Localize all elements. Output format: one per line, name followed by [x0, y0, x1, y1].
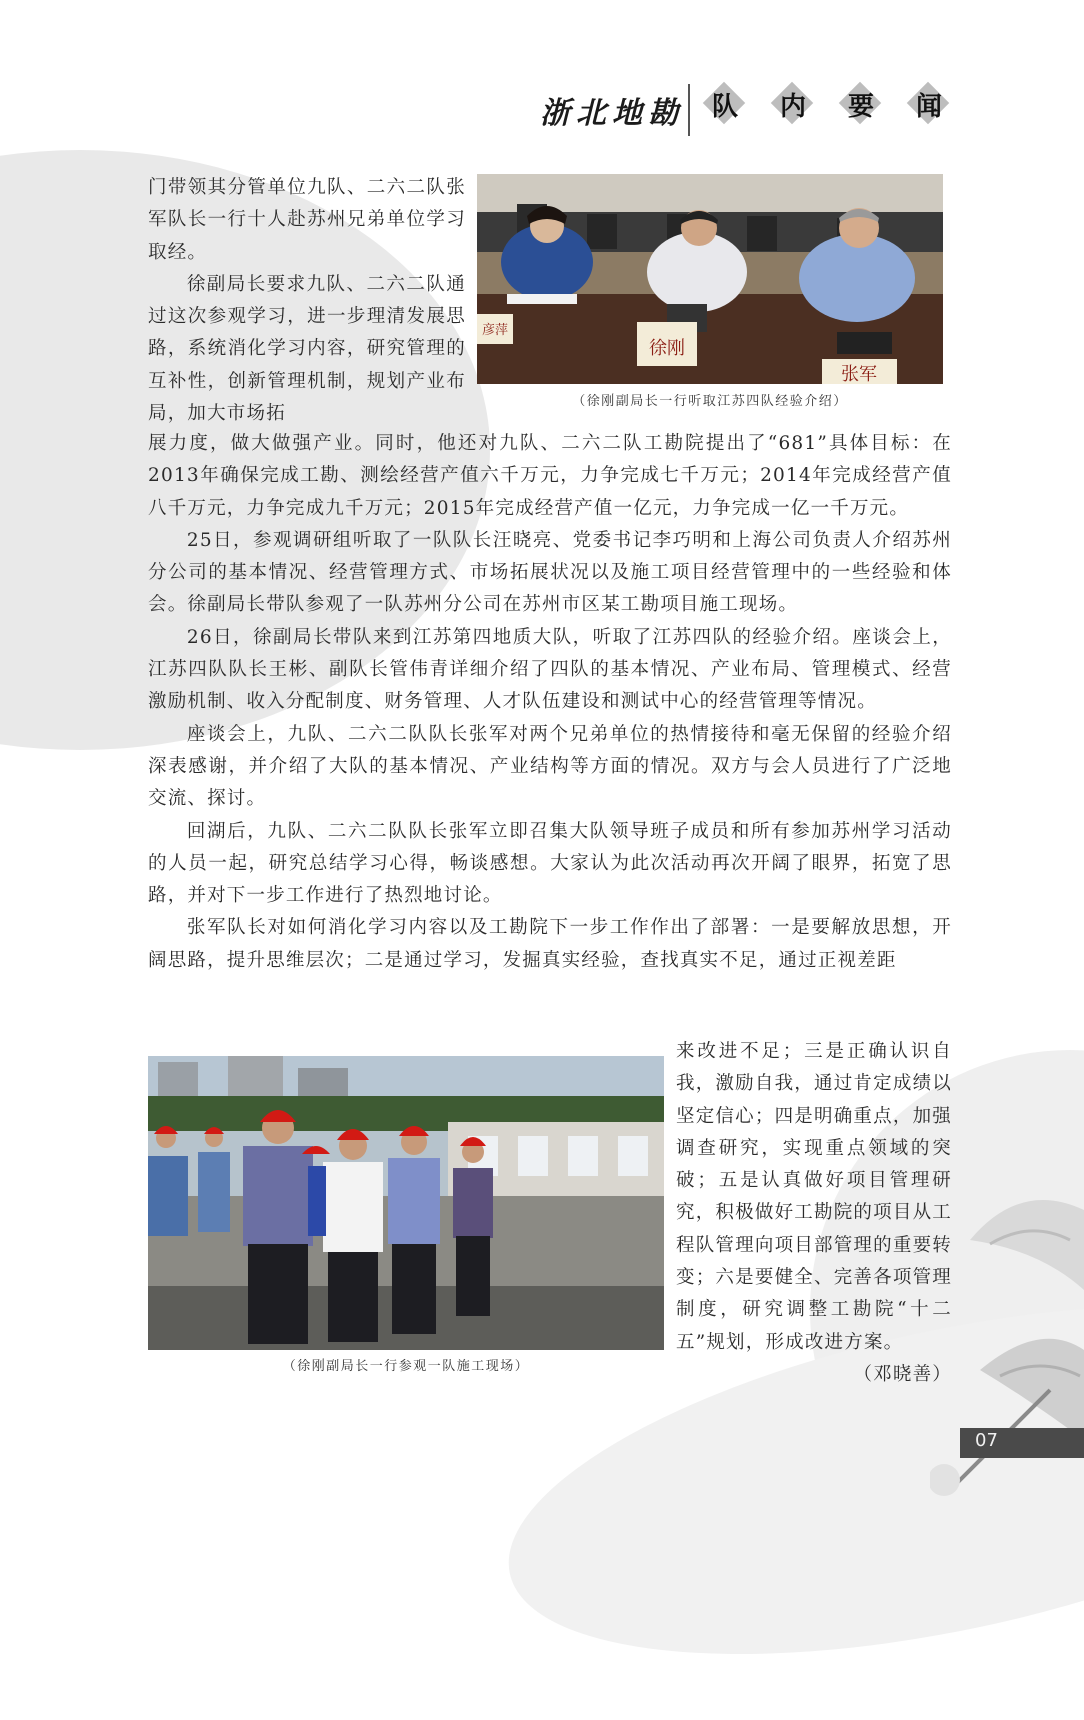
paragraph: 25日，参观调研组听取了一队队长汪晓亮、党委书记李巧明和上海公司负责人介绍苏州分公司的基本情况、经营管理方式、市场拓展状况以及施工项目经营管理中的一些经验和体会。徐副局长带队参观了一队苏州分公司在苏州市区某工勘项目施工现场。	[148, 529, 952, 616]
photo1-caption: （徐刚副局长一行听取江苏四队经验介绍）	[572, 394, 848, 409]
paragraph: 徐副局长要求九队、二六二队通过这次参观学习，进一步理清发展思路，系统消化学习内容，研究管理的互补性，创新管理机制，规划产业布局，加大市场拓	[148, 273, 466, 425]
page-number: 07	[975, 1430, 998, 1451]
paragraph: 回湖后，九队、二六二队队长张军立即召集大队领导班子成员和所有参加苏州学习活动的人员一起，研究总结学习心得，畅谈感想。大家认为此次活动再次开阔了眼界，拓宽了思路，并对下一步工作进行了热烈地讨论。	[148, 820, 952, 907]
nameplate-xugang: 徐刚	[649, 338, 685, 359]
brand-title: 浙北地勘	[540, 96, 684, 131]
paragraph: 26日，徐副局长带队来到江苏第四地质大队，听取了江苏四队的经验介绍。座谈会上，江苏四队队长王彬、副队长管伟青详细介绍了四队的基本情况、产业布局、管理模式、经营激励机制、收入分配制度、财务管理、人才队伍建设和测试中心的经营管理等情况。	[148, 626, 952, 713]
header-divider	[688, 84, 690, 136]
site-visit-photo	[148, 1056, 664, 1350]
right-column-text	[676, 1036, 952, 1391]
page-header	[540, 78, 1020, 140]
photo2-caption: （徐刚副局长一行参观一队施工现场）	[282, 1359, 530, 1374]
section-title	[705, 84, 949, 124]
paragraph: 座谈会上，九队、二六二队队长张军对两个兄弟单位的热情接待和毫无保留的经验介绍深表感谢，并介绍了大队的基本情况、产业结构等方面的情况。双方与会人员进行了广泛地交流、探讨。	[148, 723, 952, 810]
left-column-text	[148, 172, 466, 430]
paragraph: 门带领其分管单位九队、二六二队张军队长一行十人赴苏州兄弟单位学习取经。	[148, 177, 466, 263]
author-signature: （邓晓善）	[853, 1363, 952, 1385]
nameplate-left: 彦萍	[481, 323, 509, 338]
nameplate-zhangjun: 张军	[841, 364, 877, 384]
section-char-2: 内	[773, 84, 813, 124]
paragraph: 展力度，做大做强产业。同时，他还对九队、二六二队工勘院提出了“681”具体目标：在2013年确保完成工勘、测绘经营产值六千万元，力争完成七千万元；2014年完成经营产值八千万元，力争完成九千万元；2015年完成经营产值一亿元，力争完成一亿一千万元。	[148, 433, 952, 519]
section-char-4: 闻	[909, 84, 949, 124]
paragraph: 来改进不足；三是正确认识自我，激励自我，通过肯定成绩以坚定信心；四是明确重点，加强调查研究，实现重点领域的突破；五是认真做好项目管理研究，积极做好工勘院的项目从工程队管理向项目部管理的重要转变；六是要健全、完善各项管理制度，研究调整工勘院“十二五”规划，形成改进方案。 （邓晓善）	[676, 1036, 952, 1359]
section-char-1: 队	[705, 84, 745, 124]
main-text	[148, 428, 952, 977]
section-char-3: 要	[841, 84, 881, 124]
paragraph: 张军队长对如何消化学习内容以及工勘院下一步工作作出了部署：一是要解放思想，开阔思路，提升思维层次；二是通过学习，发掘真实经验，查找真实不足，通过正视差距	[148, 917, 952, 971]
meeting-photo	[477, 174, 943, 384]
